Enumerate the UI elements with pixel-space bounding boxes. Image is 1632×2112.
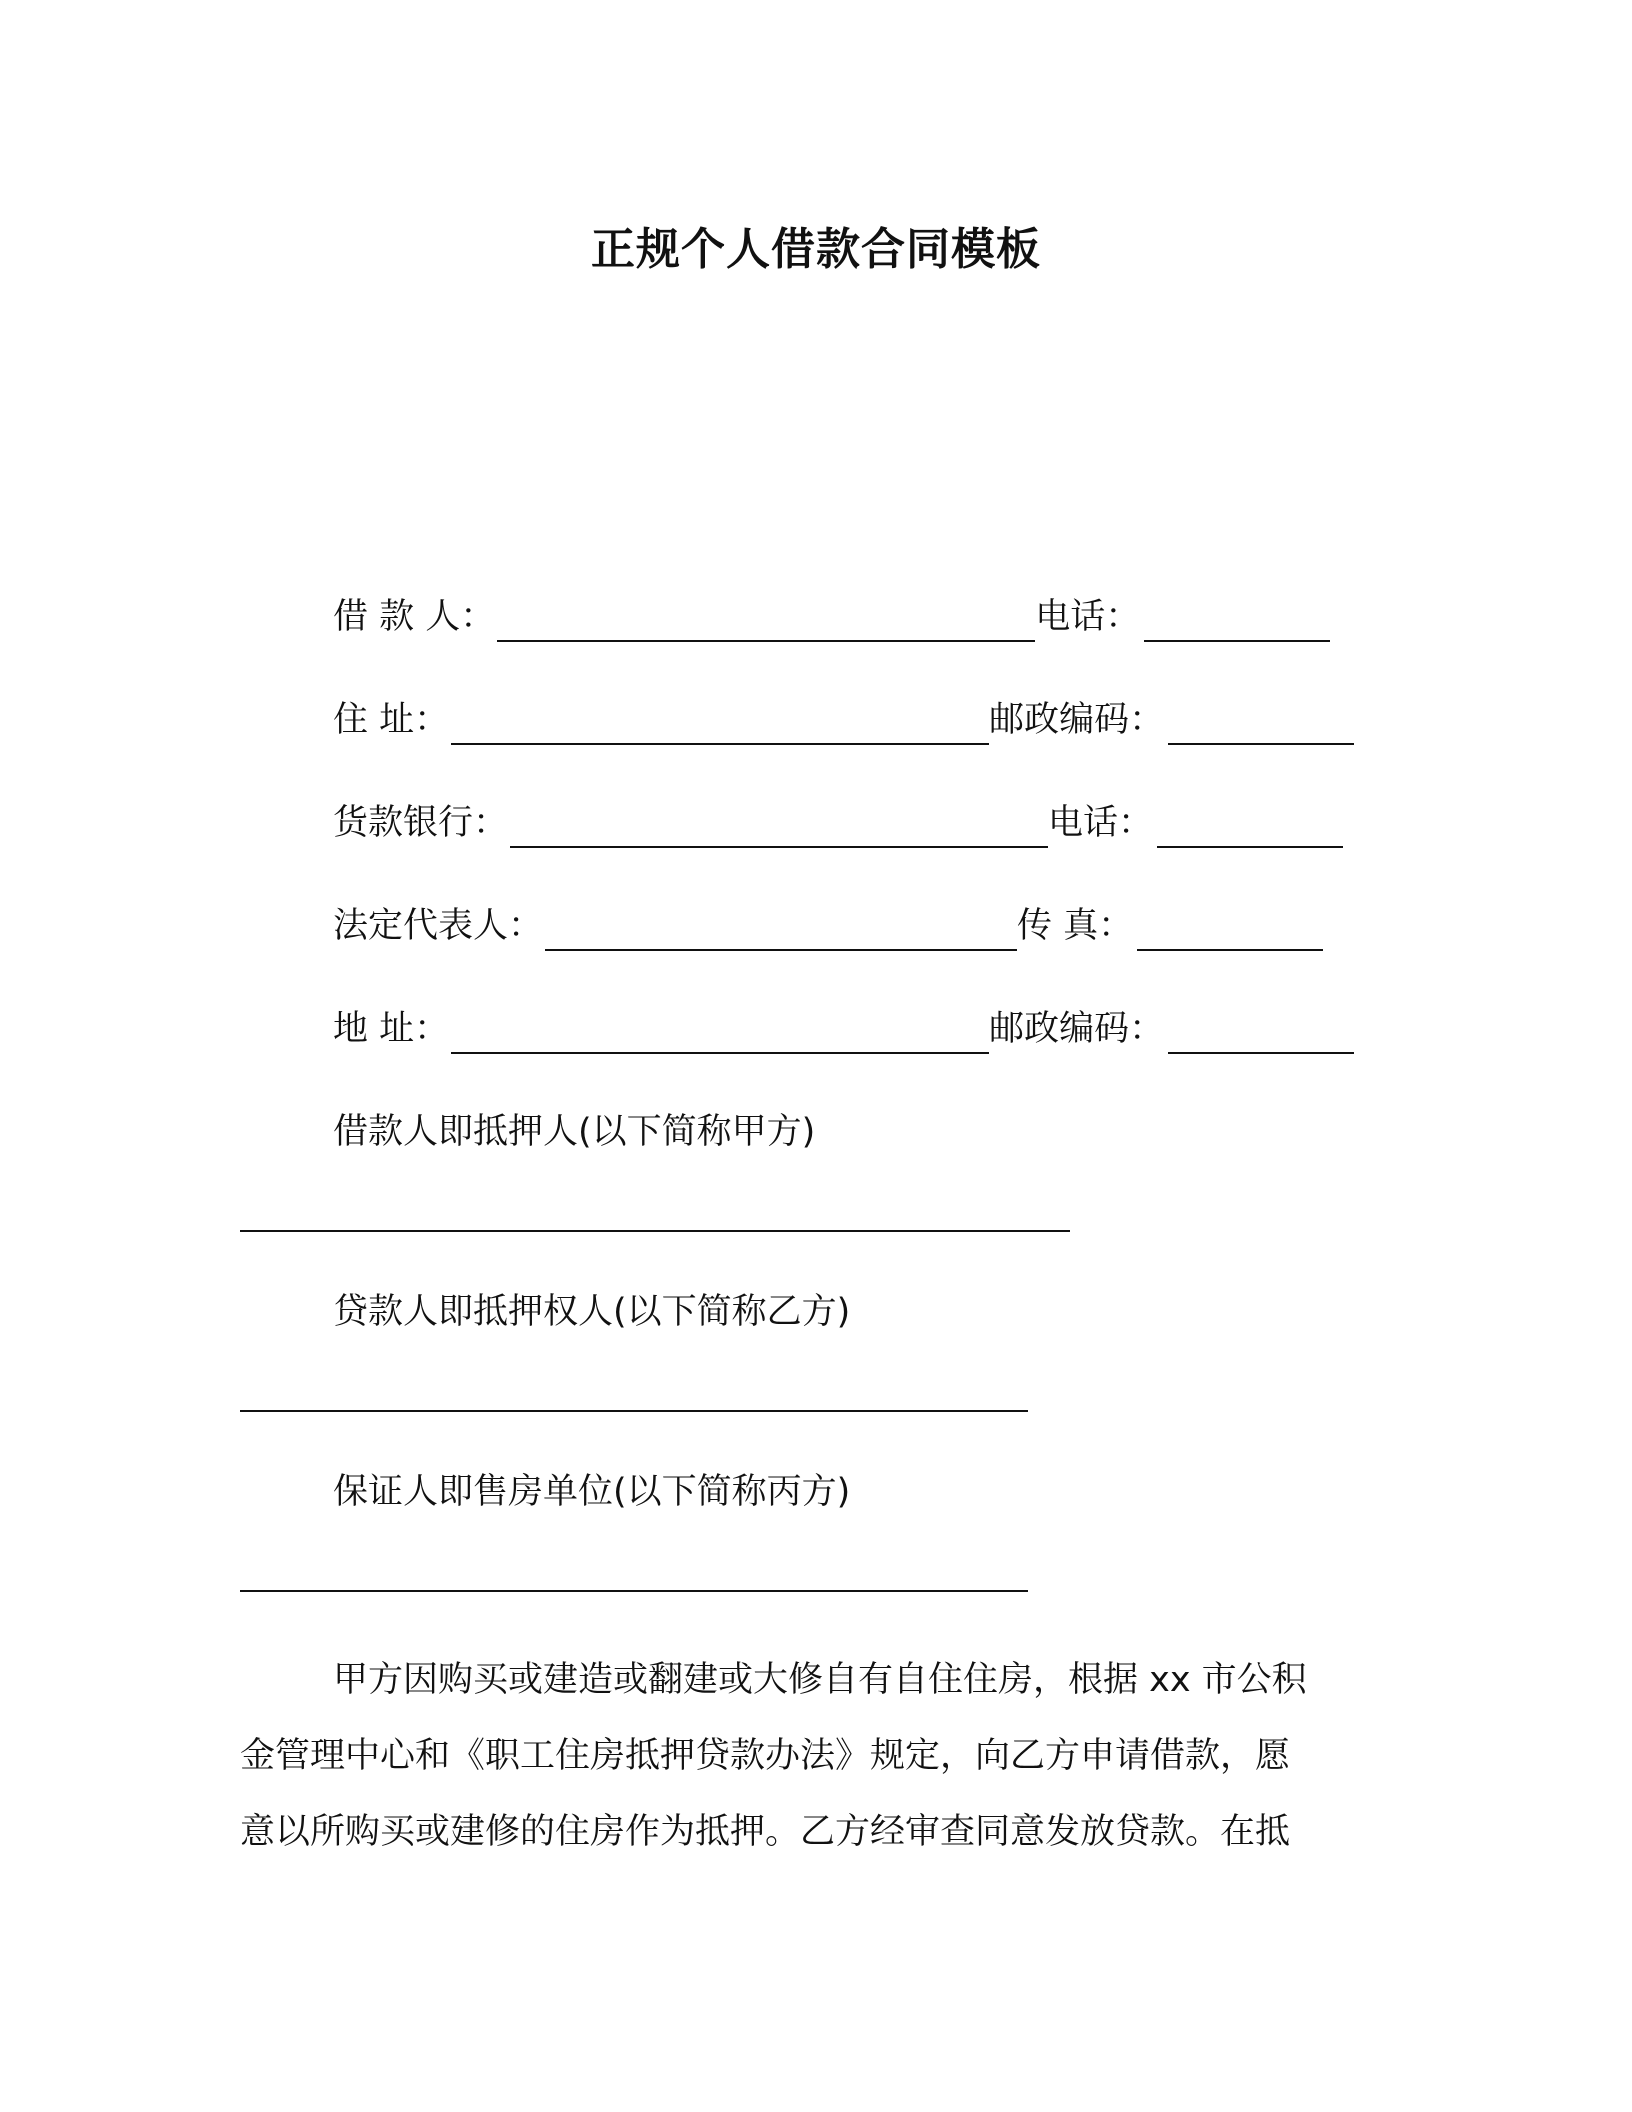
party-c-blank-line bbox=[240, 1590, 1028, 1592]
field-label: 地 址： bbox=[333, 1009, 450, 1049]
party-b-blank-line bbox=[240, 1410, 1028, 1412]
blank-line bbox=[1137, 913, 1323, 951]
field-label: 借 款 人： bbox=[333, 597, 496, 637]
field-label-secondary: 传 真： bbox=[1017, 906, 1134, 946]
party-a-heading: 借款人即抵押人(以下简称甲方) bbox=[333, 1112, 816, 1152]
field-label-secondary: 邮政编码： bbox=[989, 700, 1165, 740]
blank-line bbox=[451, 1016, 989, 1054]
body-line: 金管理中心和《职工住房抵押贷款办法》规定，向乙方申请借款，愿 bbox=[240, 1736, 1291, 1776]
document-title: 正规个人借款合同模板 bbox=[591, 224, 1041, 275]
body-line: 意以所购买或建修的住房作为抵押。乙方经审查同意发放贷款。在抵 bbox=[240, 1812, 1291, 1852]
field-label: 法定代表人： bbox=[333, 906, 544, 946]
blank-line bbox=[1168, 707, 1354, 745]
blank-line bbox=[510, 810, 1048, 848]
body-line: 甲方因购买或建造或翻建或大修自有自住住房，根据 xx 市公积 bbox=[333, 1660, 1307, 1700]
field-label-secondary: 电话： bbox=[1035, 597, 1141, 637]
field-row-address bbox=[333, 695, 1354, 745]
party-c-heading: 保证人即售房单位(以下简称丙方) bbox=[333, 1472, 851, 1512]
field-label: 住 址： bbox=[333, 700, 450, 740]
blank-line bbox=[1157, 810, 1343, 848]
field-label-secondary: 电话： bbox=[1048, 803, 1154, 843]
field-row-bank bbox=[333, 798, 1343, 848]
blank-line bbox=[545, 913, 1017, 951]
blank-line bbox=[1144, 604, 1330, 642]
blank-line bbox=[497, 604, 1035, 642]
field-row-bank-address bbox=[333, 1004, 1354, 1054]
field-label: 货款银行： bbox=[333, 803, 509, 843]
blank-line bbox=[1168, 1016, 1354, 1054]
blank-line bbox=[451, 707, 989, 745]
party-b-heading: 贷款人即抵押权人(以下简称乙方) bbox=[333, 1292, 851, 1332]
field-row-legal-rep bbox=[333, 901, 1323, 951]
field-row-borrower bbox=[333, 592, 1330, 642]
party-a-blank-line bbox=[240, 1230, 1070, 1232]
body-paragraph bbox=[240, 1642, 1360, 1870]
field-label-secondary: 邮政编码： bbox=[989, 1009, 1165, 1049]
